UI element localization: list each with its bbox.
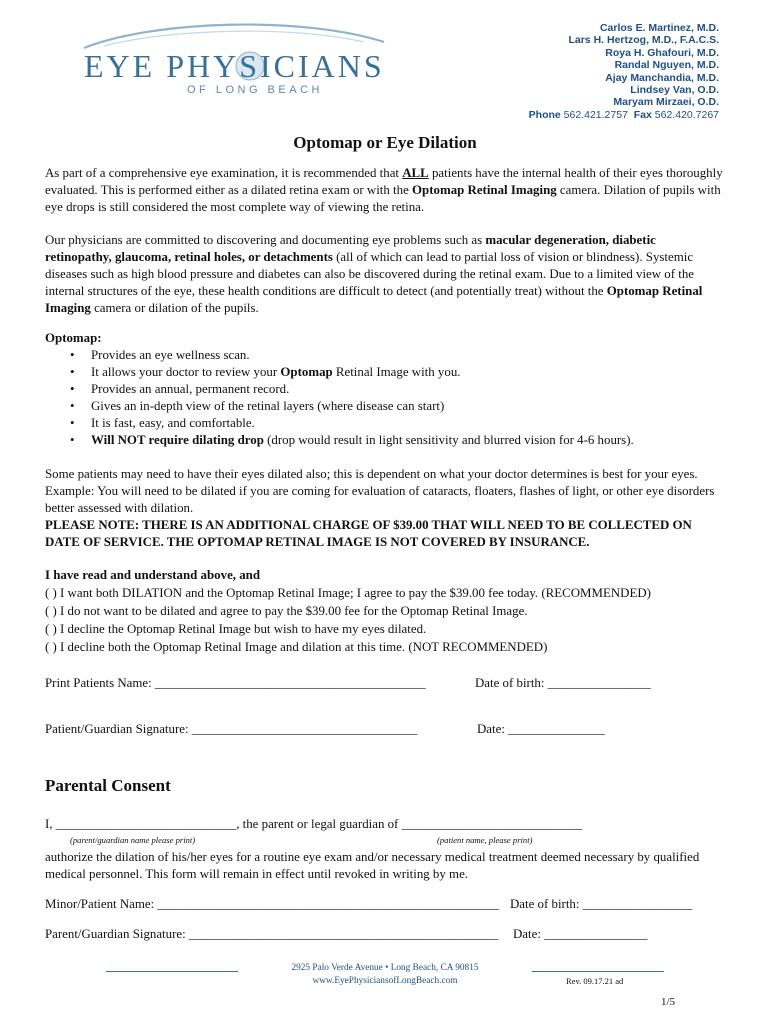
list-item xyxy=(91,347,725,364)
intro-paragraph xyxy=(45,165,725,216)
consent-choices xyxy=(45,567,725,656)
dilation-paragraph xyxy=(45,466,725,551)
choices-heading: I have read and understand above, and xyxy=(45,568,261,582)
optomap-section xyxy=(45,330,725,449)
emphasis-optomap: Optomap Retinal Imaging xyxy=(45,284,703,315)
text: It is fast, easy, and comfortable. xyxy=(91,416,255,430)
parent-signature-field[interactable]: Parent/Guardian Signature: ________________________________________________ xyxy=(45,927,499,941)
physicians-paragraph xyxy=(45,232,725,317)
doctor-name: Lars H. Hertzog, M.D., F.A.C.S. xyxy=(568,34,719,47)
guardian-hint: (parent/guardian name please print) xyxy=(70,835,196,845)
doctor-name: Maryam Mirzaei, O.D. xyxy=(613,96,719,109)
text: As part of a comprehensive eye examination, it is recommended that xyxy=(45,166,403,180)
date-field-2[interactable]: Date: ________________ xyxy=(513,927,648,941)
page-title: Optomap or Eye Dilation xyxy=(293,133,477,152)
guardian-line[interactable]: I, ____________________________, the parent or legal guardian of ____________________________ xyxy=(45,817,583,831)
text: It allows your doctor to review your xyxy=(91,365,281,379)
optomap-benefits-list xyxy=(45,347,725,449)
date-field[interactable]: Date: _______________ xyxy=(477,722,605,736)
text: Some patients may need to have their eyes dilated also; this is dependent on what your doctor determines is best for your eyes. Example: You will need to be dilated if you are coming for evaluation of cataracts, floaters, flashes of light, or other eye disorders better assessed with dilation. xyxy=(45,467,715,515)
phone-number[interactable]: 562.421.2757 xyxy=(563,108,628,121)
text: camera or dilation of the pupils. xyxy=(90,301,259,315)
text: camera. Dilation of pupils with eye drops is still considered the most complete way of viewing the retina. xyxy=(45,183,721,214)
print-name-field[interactable]: Print Patients Name: __________________________________________ xyxy=(45,676,426,690)
emphasis-optomap: Optomap Retinal Imaging xyxy=(412,183,557,197)
choice-option-4[interactable]: ( ) I decline both the Optomap Retinal Image and dilation at this time. (NOT RECOMMENDED) xyxy=(45,640,548,654)
list-item xyxy=(91,398,725,415)
page-number: 1/5 xyxy=(661,996,676,1008)
fax-label: Fax xyxy=(633,108,652,121)
choice-option-3[interactable]: ( ) I decline the Optomap Retinal Image but wish to have my eyes dilated. xyxy=(45,622,427,636)
doctor-name: Lindsey Van, O.D. xyxy=(630,84,719,97)
emphasis-all: ALL xyxy=(402,166,429,180)
emphasis: Optomap xyxy=(280,365,333,379)
emphasis: Will NOT require dilating drop xyxy=(91,433,264,447)
doctor-name: Roya H. Ghafouri, M.D. xyxy=(605,46,719,59)
emphasis-conditions: macular degeneration, diabetic retinopathy, glaucoma, retinal holes, or detachments xyxy=(45,233,656,264)
minor-name-field[interactable]: Minor/Patient Name: _____________________________________________________ xyxy=(45,897,500,911)
patient-hint: (patient name, please print) xyxy=(437,835,533,845)
doctor-name: Ajay Manchandia, M.D. xyxy=(605,71,719,84)
list-item xyxy=(91,364,725,381)
text: Our physicians are committed to discovering and documenting eye problems such as xyxy=(45,233,486,247)
doctor-list xyxy=(529,22,719,121)
text: Retinal Image with you. xyxy=(332,365,461,379)
contact-line xyxy=(529,109,719,121)
charge-notice: PLEASE NOTE: THERE IS AN ADDITIONAL CHARGE OF $39.00 THAT WILL NEED TO BE COLLECTED ON DATE OF SERVICE. THE OPTOMAP RETINAL IMAGE IS NOT COVERED BY INSURANCE. xyxy=(45,518,692,549)
text: Provides an eye wellness scan. xyxy=(91,348,250,362)
phone-label: Phone xyxy=(528,108,561,121)
text: (all of which can lead to partial loss of vision or blindness). Systemic diseases such as high blood pressure and diabetes can also be discovered during the retinal exam. Due to a limited view of the internal structures of the eye, these health conditions are difficult to detect (and potentially treat) without the xyxy=(45,250,694,298)
text: patients have the internal health of their eyes thoroughly evaluated. This is performed either as a dilated retina exam or with the xyxy=(45,166,723,197)
revision-label: Rev. 09.17.21 ad xyxy=(566,976,624,986)
logo-subtitle: OF LONG BEACH xyxy=(187,84,323,96)
dob-field-2[interactable]: Date of birth: _________________ xyxy=(510,897,693,911)
text: Gives an in-depth view of the retinal layers (where disease can start) xyxy=(91,399,445,413)
authorization-paragraph: authorize the dilation of his/her eyes for a routine eye exam and/or necessary medical treatment deemed necessary by qualified medical personnel. This form will remain in effect until revoked in writing by me. xyxy=(45,850,700,881)
doctor-name: Carlos E. Martinez, M.D. xyxy=(599,22,719,34)
footer-website[interactable]: www.EyePhysiciansofLongBeach.com xyxy=(312,976,458,986)
choice-option-2[interactable]: ( ) I do not want to be dilated and agree to pay the $39.00 fee for the Optomap Retinal Image. xyxy=(45,604,528,618)
logo-wordmark: EYE PHYSICIANS xyxy=(84,48,385,84)
list-item xyxy=(91,415,725,432)
fax-number: 562.420.7267 xyxy=(654,108,719,121)
footer-address: 2925 Palo Verde Avenue • Long Beach, CA 90815 xyxy=(291,963,479,973)
dob-field[interactable]: Date of birth: ________________ xyxy=(475,676,651,690)
list-item xyxy=(91,381,725,398)
text: (drop would result in light sensitivity and blurred vision for 4-6 hours). xyxy=(263,433,634,447)
choice-option-1[interactable]: ( ) I want both DILATION and the Optomap Retinal Image; I agree to pay the $39.00 fee today. (RECOMMENDED) xyxy=(45,586,651,600)
list-item xyxy=(91,432,725,449)
doctor-name: Randal Nguyen, M.D. xyxy=(614,59,719,72)
signature-field[interactable]: Patient/Guardian Signature: ___________________________________ xyxy=(45,722,418,736)
text: Provides an annual, permanent record. xyxy=(91,382,290,396)
parental-consent-heading: Parental Consent xyxy=(45,776,171,795)
optomap-heading: Optomap: xyxy=(45,331,102,345)
